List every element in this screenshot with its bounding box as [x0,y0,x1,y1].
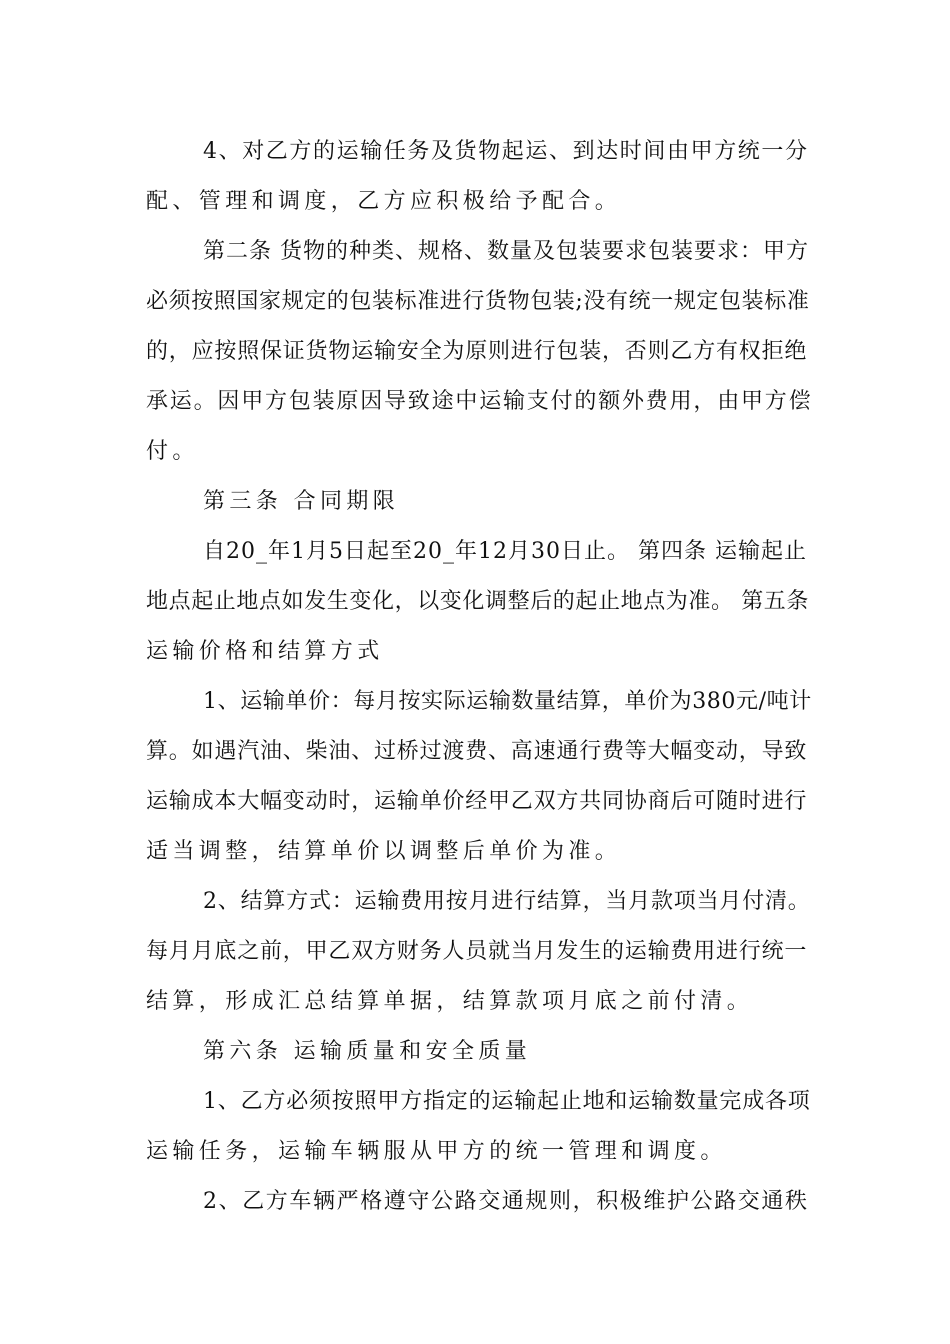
text-line: 第二条 货物的种类、规格、数量及包装要求包装要求：甲方 [203,239,809,264]
text-line: 1、乙方必须按照甲方指定的运输起止地和运输数量完成各项 [203,1089,811,1114]
text-line: 结算，形成汇总结算单据，结算款项月底之前付清。 [146,989,754,1014]
text-line: 1、运输单价：每月按实际运输数量结算，单价为380元/吨计 [203,689,812,714]
text-line: 的，应按照保证货物运输安全为原则进行包装，否则乙方有权拒绝 [146,339,808,364]
text-line: 自20_年1月5日起至20_年12月30日止。 第四条 运输起止 [203,539,807,564]
text-line: 承运。因甲方包装原因导致途中运输支付的额外费用，由甲方偿 [146,389,813,414]
text-line: 运输任务，运输车辆服从甲方的统一管理和调度。 [146,1139,727,1164]
text-line: 4、对乙方的运输任务及货物起运、到达时间由甲方统一分 [203,139,809,164]
text-line: 运输成本大幅变动时，运输单价经甲乙双方共同协商后可随时进行 [146,789,808,814]
text-line: 2、结算方式：运输费用按月进行结算，当月款项当月付清。 [203,889,811,914]
text-line: 2、乙方车辆严格遵守公路交通规则，积极维护公路交通秩 [203,1189,809,1214]
section-heading: 第六条 运输质量和安全质量 [203,1039,532,1064]
text-line: 必须按照国家规定的包装标准进行货物包装;没有统一规定包装标准 [146,289,810,314]
text-line: 地点起止地点如发生变化，以变化调整后的起止地点为准。 第五条 [146,589,809,614]
text-line: 每月月底之前，甲乙双方财务人员就当月发生的运输费用进行统一 [146,939,808,964]
section-heading: 第三条 合同期限 [203,489,400,514]
text-line: 算。如遇汽油、柴油、过桥过渡费、高速通行费等大幅变动，导致 [146,739,808,764]
text-line: 付。 [146,439,199,464]
text-line: 配、管理和调度，乙方应积极给予配合。 [146,189,622,214]
text-line: 适当调整，结算单价以调整后单价为准。 [146,839,622,864]
text-line: 运输价格和结算方式 [146,639,384,664]
